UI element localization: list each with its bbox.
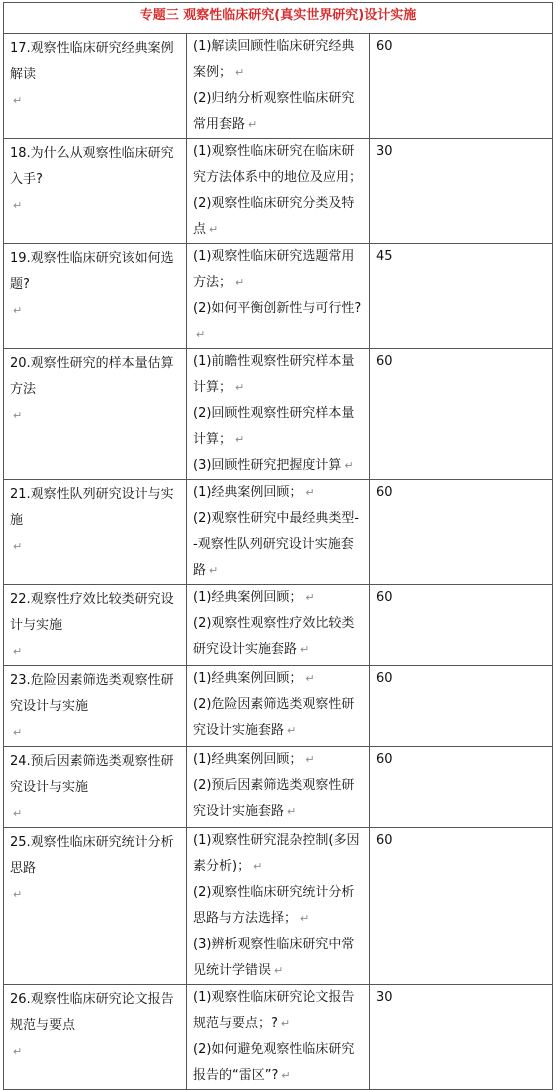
topic-text: 21.观察性队列研究设计与实施 xyxy=(10,487,174,528)
table-row xyxy=(4,828,553,985)
paragraph-mark: ↵ xyxy=(287,805,297,818)
content-text: (1)观察性临床研究选题常用方法； xyxy=(193,249,355,290)
content-text: (2)回顾性观察性研究样本量计算； xyxy=(193,406,355,447)
topic-text: 19.观察性临床研究该如何选题? xyxy=(10,251,174,292)
content-text: (2)如何避免观察性临床研究报告的“雷区”? xyxy=(193,1042,355,1083)
paragraph-mark: ↵ xyxy=(13,888,23,901)
content-line xyxy=(193,401,363,453)
content-line xyxy=(193,828,363,880)
content-text: (1)经典案例回顾； xyxy=(193,752,303,767)
section-title-row xyxy=(4,3,553,34)
content-text: (1)观察性临床研究论文报告规范与要点；? xyxy=(193,990,355,1031)
paragraph-mark: ↵ xyxy=(13,94,23,107)
content-text: (1)解读回顾性临床研究经典案例； xyxy=(193,39,355,80)
content-cell xyxy=(187,139,370,244)
content-line xyxy=(193,86,363,138)
content-cell xyxy=(187,34,370,139)
topic-text: 25.观察性临床研究统计分析思路 xyxy=(10,835,174,876)
topic-cell xyxy=(4,985,187,1090)
content-cell xyxy=(187,349,370,480)
topic-text: 26.观察性临床研究论文报告规范与要点 xyxy=(10,992,174,1033)
content-line xyxy=(193,349,363,401)
topic-cell xyxy=(4,244,187,349)
paragraph-mark: ↵ xyxy=(281,1069,291,1082)
paragraph-mark: ↵ xyxy=(13,199,23,212)
content-line xyxy=(193,34,363,86)
topic-cell xyxy=(4,34,187,139)
paragraph-mark: ↵ xyxy=(235,433,245,446)
paragraph-mark: ↵ xyxy=(235,276,245,289)
content-text: (3)回顾性研究把握度计算 xyxy=(193,458,342,473)
hours-cell: 30 xyxy=(370,139,553,244)
paragraph-mark: ↵ xyxy=(13,645,23,658)
content-text: (2)预后因素筛选类观察性研究设计实施套路 xyxy=(193,778,355,819)
hours-cell: 60 xyxy=(370,585,553,666)
hours-cell: 60 xyxy=(370,349,553,480)
topic-text: 20.观察性研究的样本量估算方法 xyxy=(10,356,174,397)
topic-cell xyxy=(4,666,187,747)
content-cell xyxy=(187,244,370,349)
topic-cell xyxy=(4,480,187,585)
content-text: (1)经典案例回顾； xyxy=(193,671,303,686)
paragraph-mark: ↵ xyxy=(305,753,315,766)
content-line xyxy=(193,506,363,584)
hours-cell: 60 xyxy=(370,666,553,747)
paragraph-mark: ↵ xyxy=(235,381,245,394)
content-line xyxy=(193,296,363,348)
content-line xyxy=(193,139,363,243)
table-row xyxy=(4,666,553,747)
section-title: 专题三 观察性临床研究(真实世界研究)设计实施 xyxy=(4,3,553,34)
content-line xyxy=(193,692,363,744)
paragraph-mark: ↵ xyxy=(253,860,263,873)
content-cell xyxy=(187,828,370,985)
content-line xyxy=(193,666,363,692)
content-line xyxy=(193,932,363,984)
paragraph-mark: ↵ xyxy=(274,964,284,977)
content-line xyxy=(193,453,363,479)
topic-text: 17.观察性临床研究经典案例解读 xyxy=(10,41,174,82)
paragraph-mark: ↵ xyxy=(287,724,297,737)
content-text: (1)经典案例回顾； xyxy=(193,590,303,605)
topic-cell xyxy=(4,139,187,244)
content-text: (2)观察性观察性疗效比较类研究设计实施套路 xyxy=(193,616,355,657)
paragraph-mark: ↵ xyxy=(300,912,310,925)
hours-cell: 60 xyxy=(370,747,553,828)
paragraph-mark: ↵ xyxy=(235,66,245,79)
table-row xyxy=(4,747,553,828)
table-row xyxy=(4,34,553,139)
paragraph-mark: ↵ xyxy=(13,726,23,739)
content-cell xyxy=(187,747,370,828)
hours-cell: 60 xyxy=(370,828,553,985)
paragraph-mark: ↵ xyxy=(305,672,315,685)
content-text: (1)观察性研究混杂控制(多因素分析)； xyxy=(193,833,360,874)
content-text: (2)观察性临床研究统计分析思路与方法选择； xyxy=(193,885,355,926)
hours-cell: 60 xyxy=(370,480,553,585)
table-row xyxy=(4,244,553,349)
paragraph-mark: ↵ xyxy=(305,486,315,499)
paragraph-mark: ↵ xyxy=(248,118,258,131)
table-row xyxy=(4,480,553,585)
content-cell xyxy=(187,985,370,1090)
paragraph-mark: ↵ xyxy=(13,409,23,422)
content-text: (1)经典案例回顾； xyxy=(193,485,303,500)
topic-cell xyxy=(4,747,187,828)
content-line xyxy=(193,880,363,932)
content-text: (1)前瞻性观察性研究样本量计算； xyxy=(193,354,355,395)
hours-cell: 45 xyxy=(370,244,553,349)
topic-text: 24.预后因素筛选类观察性研究设计与实施 xyxy=(10,754,174,795)
hours-cell: 60 xyxy=(370,34,553,139)
content-text: (2)危险因素筛选类观察性研究设计实施套路 xyxy=(193,697,355,738)
content-line xyxy=(193,747,363,773)
content-cell xyxy=(187,585,370,666)
paragraph-mark: ↵ xyxy=(280,1017,291,1030)
table-row xyxy=(4,585,553,666)
content-line xyxy=(193,585,363,611)
hours-cell: 30 xyxy=(370,985,553,1090)
paragraph-mark: ↵ xyxy=(13,304,23,317)
content-text: (2)归纳分析观察性临床研究常用套路 xyxy=(193,91,355,132)
topic-cell xyxy=(4,585,187,666)
paragraph-mark: ↵ xyxy=(13,807,23,820)
content-line xyxy=(193,985,363,1037)
course-table xyxy=(3,2,553,1090)
paragraph-mark: ↵ xyxy=(13,1045,23,1058)
paragraph-mark: ↵ xyxy=(13,540,23,553)
paragraph-mark: ↵ xyxy=(209,223,219,236)
content-cell xyxy=(187,480,370,585)
content-line xyxy=(193,244,363,296)
content-cell xyxy=(187,666,370,747)
content-line xyxy=(193,611,363,663)
content-line xyxy=(193,480,363,506)
content-text: (2)观察性研究中最经典类型--观察性队列研究设计实施套路 xyxy=(193,511,360,578)
topic-text: 22.观察性疗效比较类研究设计与实施 xyxy=(10,592,174,633)
paragraph-mark: ↵ xyxy=(305,591,315,604)
paragraph-mark: ↵ xyxy=(196,328,206,341)
table-row xyxy=(4,139,553,244)
course-table-container xyxy=(3,2,553,1090)
content-line xyxy=(193,1037,363,1089)
content-text: (3)辨析观察性临床研究中常见统计学错误 xyxy=(193,937,355,978)
content-text: (1)观察性临床研究在临床研究方法体系中的地位及应用；(2)观察性临床研究分类及特点 xyxy=(193,144,363,237)
paragraph-mark: ↵ xyxy=(344,459,354,472)
content-line xyxy=(193,773,363,825)
topic-text: 23.危险因素筛选类观察性研究设计与实施 xyxy=(10,673,174,714)
content-text: (2)如何平衡创新性与可行性? xyxy=(193,301,362,316)
topic-text: 18.为什么从观察性临床研究入手? xyxy=(10,146,174,187)
paragraph-mark: ↵ xyxy=(209,564,219,577)
paragraph-mark: ↵ xyxy=(300,643,310,656)
table-row xyxy=(4,985,553,1090)
topic-cell xyxy=(4,349,187,480)
topic-cell xyxy=(4,828,187,985)
table-row xyxy=(4,349,553,480)
